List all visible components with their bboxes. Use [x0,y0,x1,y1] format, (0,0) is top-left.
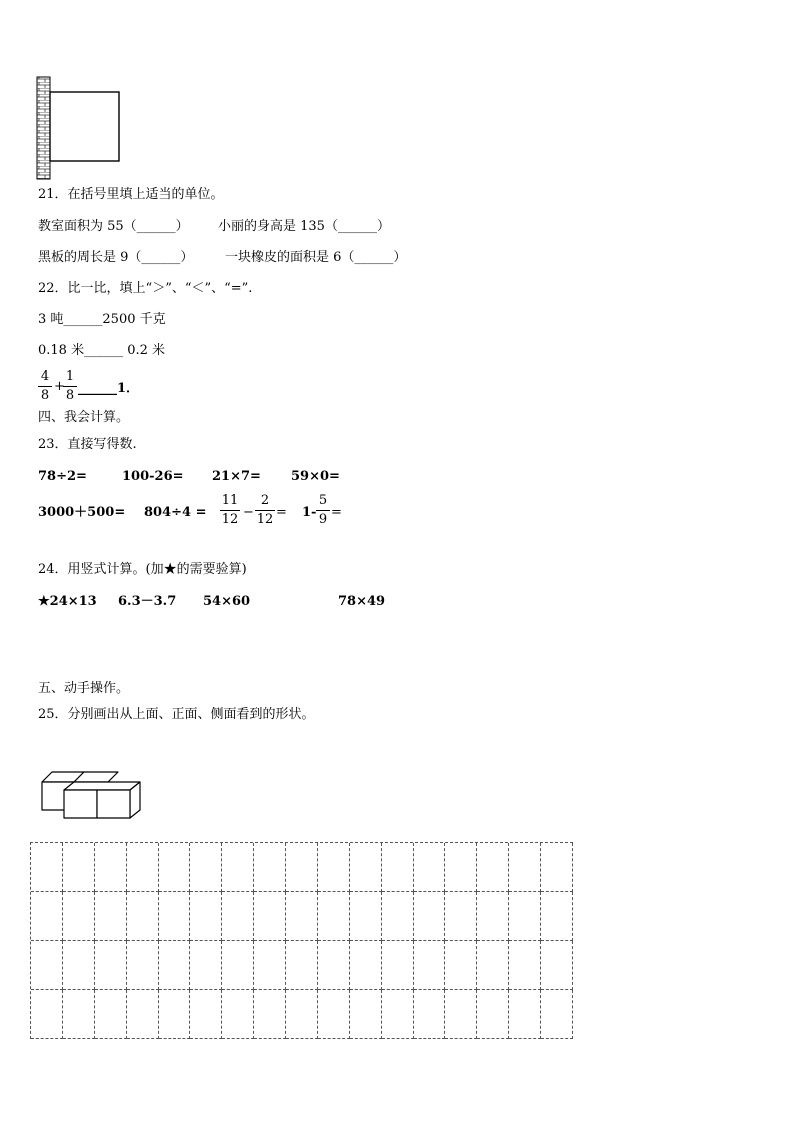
q23-f2-denominator: 12 [256,512,274,527]
q23-f1-numerator: 11 [221,493,239,508]
grid-cell[interactable] [382,892,414,941]
grid-cell[interactable] [127,941,159,990]
grid-cell[interactable] [414,990,446,1039]
grid-cell[interactable] [159,843,191,892]
cubes-figure [40,770,144,822]
grid-cell[interactable] [159,892,191,941]
grid-cell[interactable] [541,941,573,990]
grid-cell[interactable] [95,941,127,990]
grid-cell[interactable] [222,892,254,941]
grid-cell[interactable] [509,843,541,892]
q23-r2-c1: 3000＋500= [38,505,126,520]
q22-fraction-b [63,370,77,403]
q24-item-3: 54×60 [203,594,251,609]
rectangle-board [50,92,119,161]
q24-item-2: 6.3－3.7 [118,594,177,609]
grid-cell[interactable] [509,941,541,990]
q23-fraction-5-9 [316,494,330,527]
q23-f1-denominator: 12 [221,512,239,527]
q23-fraction-2-12 [255,494,275,527]
q25-title: 25．分别画出从上面、正面、侧面看到的形状。 [38,707,315,722]
grid-cell[interactable] [541,843,573,892]
q21-line2-right: 一块橡皮的面积是 6（______） [225,250,407,265]
grid-cell[interactable] [318,990,350,1039]
q23-equals-1: = [276,505,287,520]
grid-cell[interactable] [477,843,509,892]
grid-cell[interactable] [222,941,254,990]
q21-title: 21．在括号里填上适当的单位。 [38,187,224,202]
grid-cell[interactable] [222,843,254,892]
q23-r2-c2: 804÷4 = [144,505,207,520]
q22-fraction-b-numerator: 1 [65,369,75,384]
grid-cell[interactable] [254,990,286,1039]
q22-line2: 0.18 米______ 0.2 米 [38,343,166,358]
grid-cell[interactable] [190,941,222,990]
section4-title: 四、我会计算。 [38,410,130,425]
q22-fraction-a-denominator: 8 [40,388,50,403]
grid-cell[interactable] [63,941,95,990]
q21-line2-left: 黑板的周长是 9（______） [38,250,194,265]
q23-f3-denominator: 9 [318,512,328,527]
grid-cell[interactable] [286,941,318,990]
q21-line1-right: 小丽的身高是 135（______） [218,219,390,234]
q23-fraction-11-12 [220,494,240,527]
q23-equals-2: = [331,505,342,520]
section5-title: 五、动手操作。 [38,681,130,696]
grid-cell[interactable] [382,941,414,990]
grid-cell[interactable] [254,941,286,990]
grid-cell[interactable] [127,892,159,941]
grid-cell[interactable] [31,990,63,1039]
grid-cell[interactable] [222,990,254,1039]
q23-minus: − [243,505,254,520]
grid-cell[interactable] [254,892,286,941]
q22-title: 22．比一比，填上“＞”、“＜”、“=”. [38,281,253,296]
grid-cell[interactable] [63,892,95,941]
grid-cell[interactable] [286,990,318,1039]
grid-cell[interactable] [95,843,127,892]
drawing-grid[interactable] [30,842,573,1039]
grid-cell[interactable] [31,843,63,892]
grid-cell[interactable] [190,990,222,1039]
q22-line1: 3 吨______2500 千克 [38,312,166,327]
q23-r1-c2: 100-26= [122,469,184,484]
grid-cell[interactable] [477,941,509,990]
grid-cell[interactable] [254,843,286,892]
brick-wall [37,77,50,179]
grid-cell[interactable] [382,843,414,892]
q22-plus: + [54,379,65,394]
grid-cell[interactable] [445,843,477,892]
q23-r1-c1: 78÷2= [38,469,87,484]
grid-cell[interactable] [286,892,318,941]
q23-f3-numerator: 5 [318,493,328,508]
grid-cell[interactable] [541,892,573,941]
grid-cell[interactable] [159,990,191,1039]
grid-cell[interactable] [350,892,382,941]
grid-cell[interactable] [95,892,127,941]
q22-tail: ______1． [78,381,140,396]
grid-cell[interactable] [414,892,446,941]
grid-cell[interactable] [445,892,477,941]
q23-one-minus: 1- [302,505,317,520]
grid-cell[interactable] [350,941,382,990]
grid-cell[interactable] [318,892,350,941]
grid-cell[interactable] [318,843,350,892]
q23-r1-c3: 21×7= [212,469,261,484]
grid-cell[interactable] [286,843,318,892]
wall-figure [36,76,126,180]
grid-cell[interactable] [95,990,127,1039]
q21-line1-left: 教室面积为 55（______） [38,219,189,234]
grid-cell[interactable] [445,990,477,1039]
q23-title: 23．直接写得数. [38,437,137,452]
q22-fraction-a-numerator: 4 [40,369,50,384]
grid-cell[interactable] [127,990,159,1039]
q23-r1-c4: 59×0= [291,469,340,484]
grid-cell[interactable] [382,990,414,1039]
grid-cell[interactable] [159,941,191,990]
grid-cell[interactable] [63,843,95,892]
grid-cell[interactable] [127,843,159,892]
grid-cell[interactable] [190,892,222,941]
grid-cell[interactable] [350,843,382,892]
q22-fraction-a [38,370,52,403]
q22-fraction-b-denominator: 8 [65,388,75,403]
grid-cell[interactable] [541,990,573,1039]
grid-cell[interactable] [318,941,350,990]
grid-cell[interactable] [477,892,509,941]
grid-cell[interactable] [31,941,63,990]
grid-cell[interactable] [190,843,222,892]
grid-cell[interactable] [350,990,382,1039]
grid-cell[interactable] [31,892,63,941]
q24-item-4: 78×49 [338,594,386,609]
grid-cell[interactable] [63,990,95,1039]
grid-cell[interactable] [509,892,541,941]
q23-f2-numerator: 2 [260,493,270,508]
grid-cell[interactable] [414,843,446,892]
grid-cell[interactable] [477,990,509,1039]
q24-title: 24．用竖式计算。(加★的需要验算) [38,562,247,577]
q24-item-1: ★24×13 [38,594,97,609]
grid-cell[interactable] [509,990,541,1039]
grid-cell[interactable] [445,941,477,990]
grid-cell[interactable] [414,941,446,990]
